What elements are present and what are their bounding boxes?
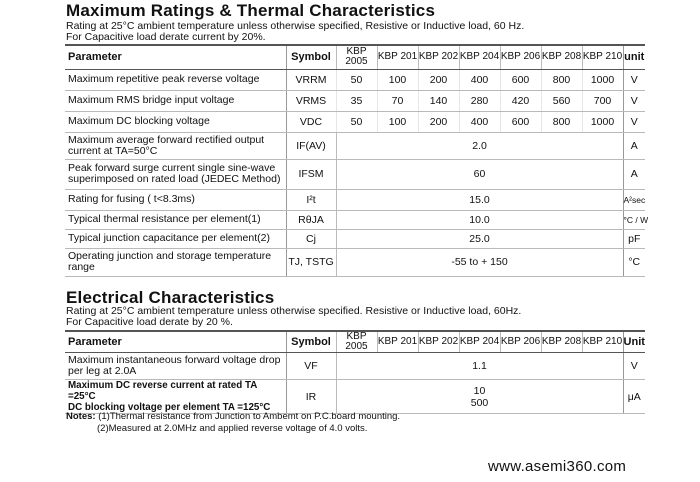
note-2: (2)Measured at 2.0MHz and applied reverse voltage of 4.0 volts.: [97, 423, 368, 434]
row-unit: V: [623, 69, 645, 90]
row-parameter: Rating for fusing ( t<8.3ms): [65, 189, 286, 210]
table-row: [65, 353, 645, 380]
header-model: KBP 204: [459, 45, 500, 69]
row-value: 800: [541, 111, 582, 132]
section1-title: Maximum Ratings & Thermal Characteristics: [66, 1, 436, 20]
row-parameter: Maximum repetitive peak reverse voltage: [65, 69, 286, 90]
header-model: KBP 206: [500, 45, 541, 69]
header-model: KBP 206: [500, 331, 541, 353]
row-value: 600: [500, 69, 541, 90]
table-row: [65, 229, 645, 248]
row-value: 140: [418, 90, 459, 111]
row-unit: μA: [623, 380, 645, 414]
row-symbol: RθJA: [286, 210, 336, 229]
row-parameter: Maximum DC blocking voltage: [65, 111, 286, 132]
row-parameter: Peak forward surge current single sine-wave superimposed on rated load (JEDEC Method): [65, 159, 286, 189]
row-unit: A: [623, 159, 645, 189]
row-value: 100: [377, 111, 418, 132]
row-parameter: Maximum average forward rectified output current at TA=50°C: [65, 132, 286, 159]
header-model: KBP 2005: [336, 45, 377, 69]
header-model: KBP 201: [377, 45, 418, 69]
row-value: 800: [541, 69, 582, 90]
header-symbol: Symbol: [286, 45, 336, 69]
row-unit: °C: [623, 248, 645, 276]
table-row: [65, 132, 645, 159]
section1-conditions-line1: Rating at 25°C ambient temperature unless otherwise specified, Resistive or Inductive load, 60 Hz.: [66, 20, 525, 32]
row-parameter: Typical thermal resistance per element(1): [65, 210, 286, 229]
header-model: KBP 208: [541, 45, 582, 69]
header-unit: unit: [623, 45, 645, 69]
row-value: 15.0: [336, 189, 623, 210]
row-value: 700: [582, 90, 623, 111]
header-model: KBP 201: [377, 331, 418, 353]
row-value: 200: [418, 69, 459, 90]
row-value: 400: [459, 111, 500, 132]
website-watermark: www.asemi360.com: [488, 458, 627, 475]
row-value: 1000: [582, 111, 623, 132]
row-parameter: Maximum instantaneous forward voltage drop per leg at 2.0A: [65, 353, 286, 380]
max-ratings-table: [65, 44, 649, 277]
row-unit: V: [623, 90, 645, 111]
row-parameter: Maximum RMS bridge input voltage: [65, 90, 286, 111]
row-value: 400: [459, 69, 500, 90]
row-value: 560: [541, 90, 582, 111]
row-value: 1000: [582, 69, 623, 90]
table-row: [65, 159, 645, 189]
row-unit: A²sec: [623, 189, 645, 210]
section1-conditions-line2: For Capacitive load derate current by 20%.: [66, 31, 266, 43]
row-value: 100: [377, 69, 418, 90]
row-parameter-line1: Maximum DC reverse current at rated TA =25°C: [68, 380, 257, 402]
table-row: [65, 248, 645, 276]
row-symbol: VRRM: [286, 69, 336, 90]
header-parameter: Parameter: [65, 45, 286, 69]
row-value: 35: [336, 90, 377, 111]
row-value: 280: [459, 90, 500, 111]
header-model: KBP 202: [418, 331, 459, 353]
header-model: KBP 210: [582, 45, 623, 69]
row-symbol: IFSM: [286, 159, 336, 189]
table-row: [65, 111, 645, 132]
row-symbol: VRMS: [286, 90, 336, 111]
header-model: KBP 210: [582, 331, 623, 353]
section2-conditions-line2: For Capacitive load derate by 20 %.: [66, 316, 233, 328]
row-value: 60: [336, 159, 623, 189]
row-value: 420: [500, 90, 541, 111]
header-model: KBP 2005: [336, 331, 377, 353]
table-row: [65, 90, 645, 111]
row-unit: °C / W: [623, 210, 645, 229]
row-value: 50: [336, 69, 377, 90]
row-symbol: IR: [286, 380, 336, 414]
row-symbol: IF(AV): [286, 132, 336, 159]
row-symbol: I²t: [286, 189, 336, 210]
row-symbol: VDC: [286, 111, 336, 132]
row-symbol: VF: [286, 353, 336, 380]
row-value: 1.1: [336, 353, 623, 380]
table-row: [65, 210, 645, 229]
row-value: -55 to + 150: [336, 248, 623, 276]
row-symbol: Cj: [286, 229, 336, 248]
table-header-row: [65, 331, 645, 353]
notes: [66, 411, 400, 435]
note-1: (1)Thermal resistance from Junction to Ambemt on P.C.board mounting.: [98, 411, 401, 422]
row-value: 25.0: [336, 229, 623, 248]
row-parameter-line2: DC blocking voltage per element TA =125°C: [68, 402, 271, 413]
row-unit: V: [623, 353, 645, 380]
header-symbol: Symbol: [286, 331, 336, 353]
row-value: 200: [418, 111, 459, 132]
row-value: 70: [377, 90, 418, 111]
table-row: [65, 69, 645, 90]
row-value: 600: [500, 111, 541, 132]
header-parameter: Parameter: [65, 331, 286, 353]
header-unit: Unit: [623, 331, 645, 353]
row-value-line1: 10: [473, 384, 486, 397]
row-value: 2.0: [336, 132, 623, 159]
row-value: 10.0: [336, 210, 623, 229]
table-row: [65, 189, 645, 210]
row-parameter: [65, 380, 286, 414]
section2-conditions-line1: Rating at 25°C ambient temperature unless otherwise specified. Resistive or Inductive load, 60Hz.: [66, 305, 522, 317]
header-model: KBP 208: [541, 331, 582, 353]
row-value-line2: 500: [470, 396, 489, 409]
row-symbol: TJ, TSTG: [286, 248, 336, 276]
row-parameter: Typical junction capacitance per element(2): [65, 229, 286, 248]
table-row: [65, 380, 645, 414]
electrical-characteristics-table: [65, 330, 645, 414]
row-unit: A: [623, 132, 645, 159]
notes-label: Notes:: [66, 411, 96, 422]
section2-title: Electrical Characteristics: [66, 288, 275, 307]
row-unit: pF: [623, 229, 645, 248]
row-value: 50: [336, 111, 377, 132]
row-value: [336, 380, 623, 414]
table-header-row: [65, 45, 645, 69]
header-model: KBP 202: [418, 45, 459, 69]
header-model: KBP 204: [459, 331, 500, 353]
row-parameter: Operating junction and storage temperature range: [65, 248, 286, 276]
row-unit: V: [623, 111, 645, 132]
